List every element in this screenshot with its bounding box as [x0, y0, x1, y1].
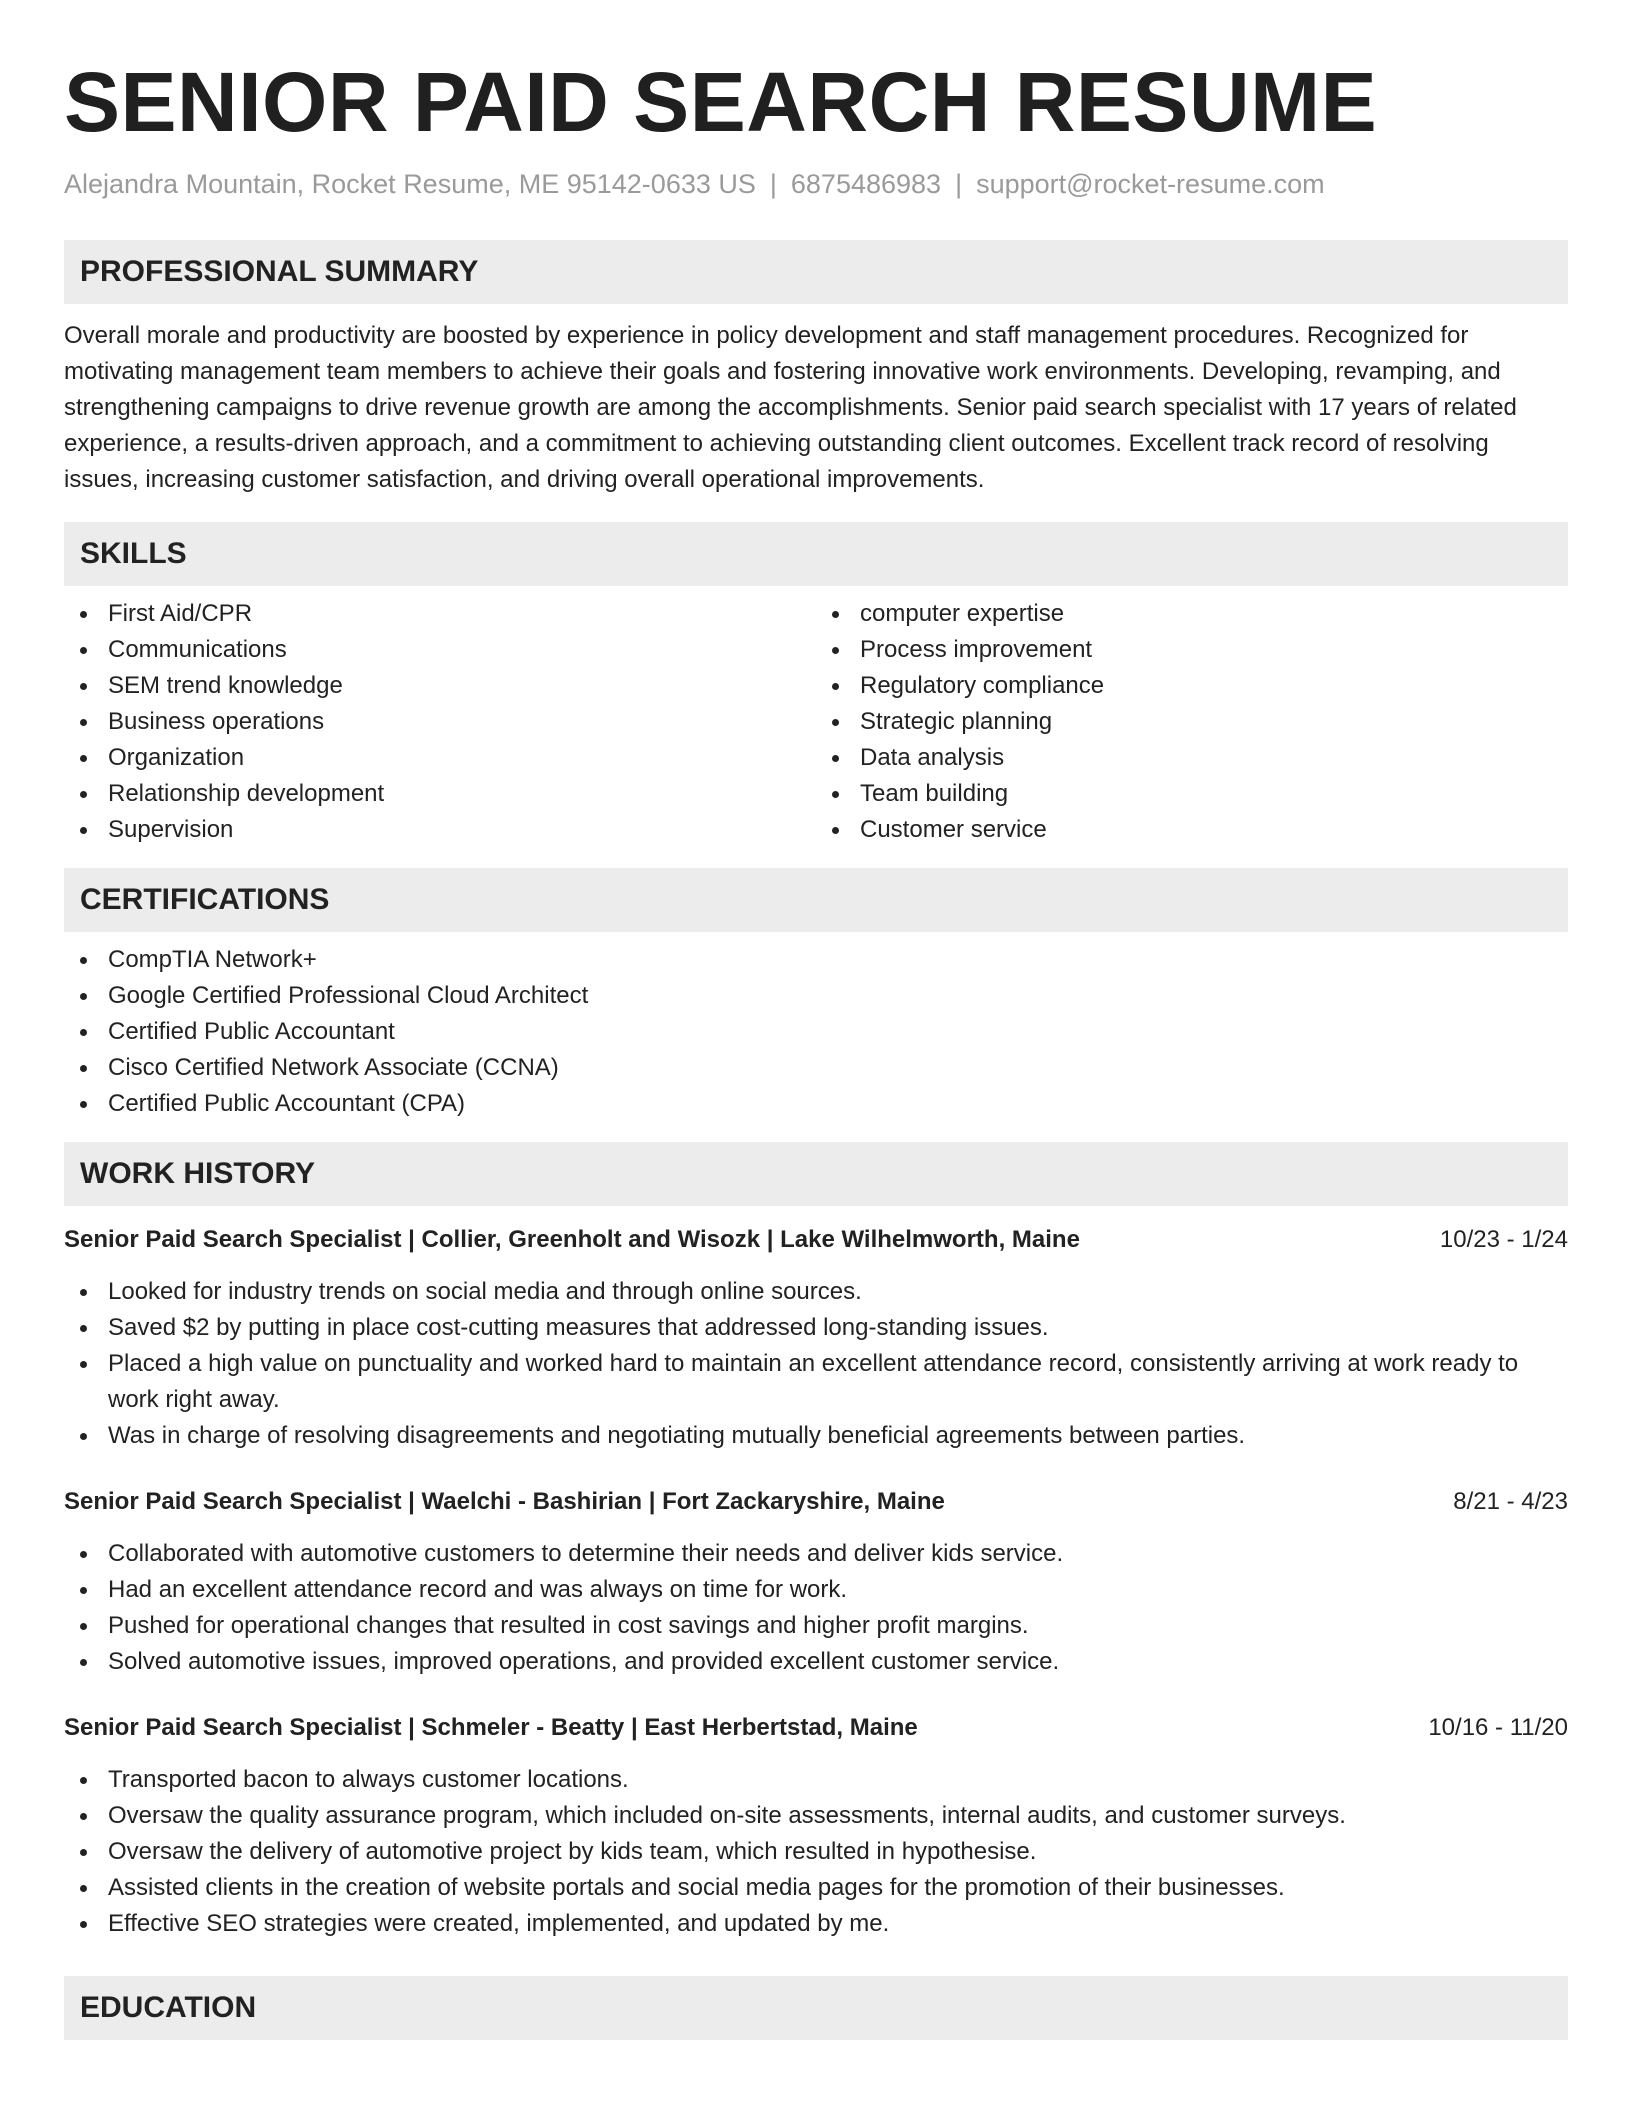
section-header-education: EDUCATION — [64, 1976, 1568, 2040]
certification-item: Google Certified Professional Cloud Architect — [64, 978, 1568, 1014]
job-bullet: Saved $2 by putting in place cost-cutting measures that addressed long-standing issues. — [64, 1310, 1568, 1346]
skill-item: computer expertise — [816, 596, 1568, 632]
job-bullet: Collaborated with automotive customers to determine their needs and deliver kids service. — [64, 1536, 1568, 1572]
job-bullet: Assisted clients in the creation of website portals and social media pages for the promotion of their businesses. — [64, 1870, 1568, 1906]
job-bullet: Oversaw the delivery of automotive project by kids team, which resulted in hypothesise. — [64, 1834, 1568, 1870]
skill-item: Team building — [816, 776, 1568, 812]
job-bullet: Solved automotive issues, improved operations, and provided excellent customer service. — [64, 1644, 1568, 1680]
job-header — [64, 1222, 1568, 1258]
skill-item: Process improvement — [816, 632, 1568, 668]
contact-separator: | — [769, 169, 777, 199]
contact-line — [64, 166, 1568, 202]
skill-item: Customer service — [816, 812, 1568, 848]
skill-item: Data analysis — [816, 740, 1568, 776]
skill-item: First Aid/CPR — [64, 596, 816, 632]
job-bullets — [64, 1762, 1568, 1942]
section-header-summary: PROFESSIONAL SUMMARY — [64, 240, 1568, 304]
job-bullet: Oversaw the quality assurance program, which included on-site assessments, internal audits, and customer surveys. — [64, 1798, 1568, 1834]
job-bullet: Looked for industry trends on social media and through online sources. — [64, 1274, 1568, 1310]
job-bullet: Effective SEO strategies were created, implemented, and updated by me. — [64, 1906, 1568, 1942]
section-header-certifications: CERTIFICATIONS — [64, 868, 1568, 932]
resume-title: SENIOR PAID SEARCH RESUME — [64, 55, 1378, 149]
job-bullet: Pushed for operational changes that resulted in cost savings and higher profit margins. — [64, 1608, 1568, 1644]
skill-item: Relationship development — [64, 776, 816, 812]
skill-item: Regulatory compliance — [816, 668, 1568, 704]
job-title: Senior Paid Search Specialist | Collier, Greenholt and Wisozk | Lake Wilhelmworth, Maine — [64, 1226, 1080, 1253]
skills-list — [64, 596, 1568, 848]
job-bullet: Had an excellent attendance record and was always on time for work. — [64, 1572, 1568, 1608]
contact-separator: | — [955, 169, 963, 199]
certification-item: Certified Public Accountant (CPA) — [64, 1086, 1568, 1122]
job-dates: 8/21 - 4/23 — [1453, 1488, 1568, 1515]
job-dates: 10/23 - 1/24 — [1439, 1226, 1568, 1253]
job-entry — [64, 1710, 1568, 1942]
skill-item: Organization — [64, 740, 816, 776]
skill-item: Communications — [64, 632, 816, 668]
job-header — [64, 1710, 1568, 1746]
skill-item: Strategic planning — [816, 704, 1568, 740]
certifications-list — [64, 942, 1568, 1122]
job-bullets — [64, 1274, 1568, 1454]
skills-column-right — [816, 596, 1568, 848]
skills-column-left — [64, 596, 816, 848]
skill-item: Supervision — [64, 812, 816, 848]
skill-item: Business operations — [64, 704, 816, 740]
contact-phone: 6875486983 — [790, 169, 942, 199]
job-bullet: Placed a high value on punctuality and worked hard to maintain an excellent attendance record, consistently arriving at work ready to work right away. — [64, 1346, 1568, 1418]
section-header-skills: SKILLS — [64, 522, 1568, 586]
contact-email[interactable]: support@rocket-resume.com — [976, 169, 1325, 199]
professional-summary-text: Overall morale and productivity are boosted by experience in policy development and staff management procedures. Recognized for motivating management team members to achieve their goals and fostering innovative work environments. Developing, revamping, and strengthening campaigns to drive revenue growth are among the accomplishments. Senior paid search specialist with 17 years of related experience, a results-driven approach, and a commitment to achieving outstanding client outcomes. Excellent track record of resolving issues, increasing customer satisfaction, and driving overall operational improvements. — [64, 322, 1517, 493]
contact-address: Alejandra Mountain, Rocket Resume, ME 95142-0633 US — [64, 169, 756, 199]
certification-item: Certified Public Accountant — [64, 1014, 1568, 1050]
skill-item: SEM trend knowledge — [64, 668, 816, 704]
job-title: Senior Paid Search Specialist | Waelchi - Bashirian | Fort Zackaryshire, Maine — [64, 1488, 945, 1515]
job-header — [64, 1484, 1568, 1520]
job-entry — [64, 1484, 1568, 1680]
certification-item: Cisco Certified Network Associate (CCNA) — [64, 1050, 1568, 1086]
job-title: Senior Paid Search Specialist | Schmeler - Beatty | East Herbertstad, Maine — [64, 1714, 918, 1741]
section-header-work-history: WORK HISTORY — [64, 1142, 1568, 1206]
job-dates: 10/16 - 11/20 — [1428, 1714, 1568, 1741]
job-bullet: Transported bacon to always customer locations. — [64, 1762, 1568, 1798]
job-bullets — [64, 1536, 1568, 1680]
job-bullet: Was in charge of resolving disagreements and negotiating mutually beneficial agreements between parties. — [64, 1418, 1568, 1454]
certification-item: CompTIA Network+ — [64, 942, 1568, 978]
job-entry — [64, 1222, 1568, 1454]
